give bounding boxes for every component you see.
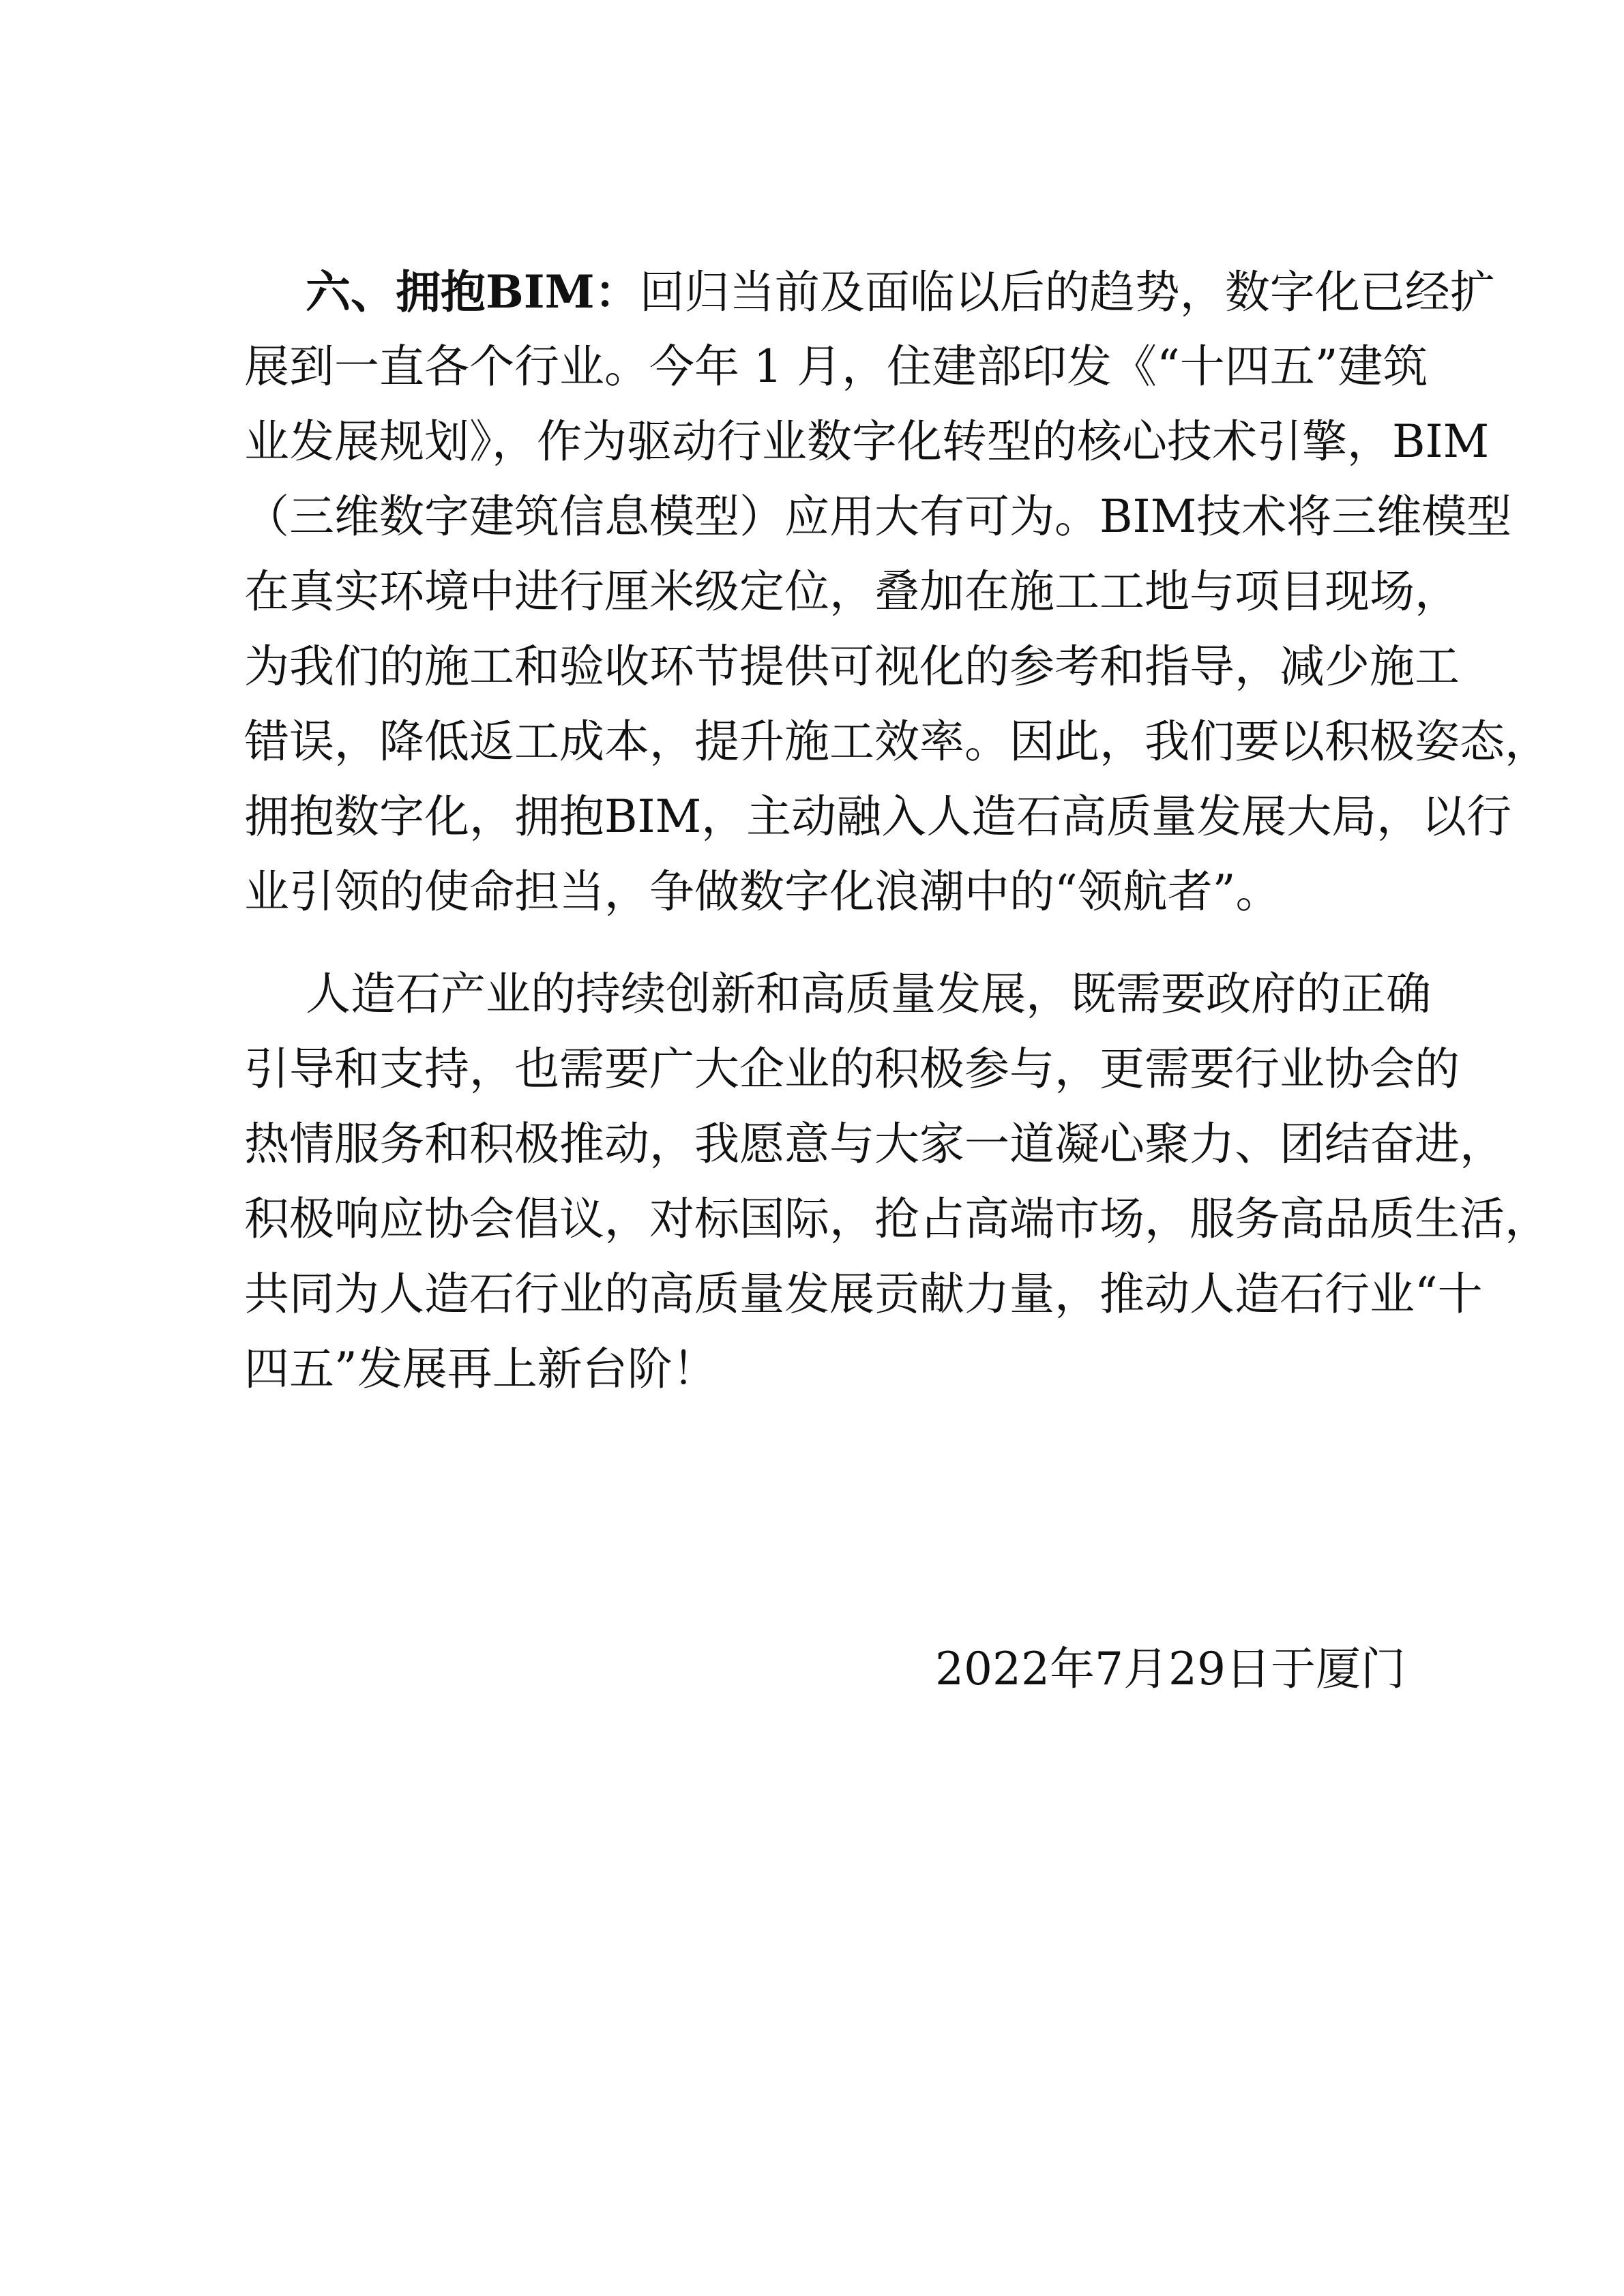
section-heading: 六、拥抱BIM： (306, 265, 640, 318)
paragraph-2-line-2: 引导和支持，也需要广大企业的积极参与，更需要行业协会的 (244, 1043, 1460, 1095)
paragraph-1-line-7: 错误，降低返工成本，提升施工效率。因此，我们要以积极姿态， (244, 715, 1550, 768)
paragraph-1-line-6: 为我们的施工和验收环节提供可视化的参考和指导，减少施工 (244, 640, 1460, 693)
signature-date-location: 2022年7月29日于厦门 (935, 1643, 1406, 1695)
paragraph-2-line-5: 共同为人造石行业的高质量发展贡献力量，推动人造石行业“十 (244, 1268, 1483, 1320)
paragraph-1-line-8: 拥抱数字化，拥抱BIM，主动融入人造石高质量发展大局，以行 (244, 790, 1512, 843)
paragraph-1-line-2: 展到一直各个行业。今年 1 月，住建部印发《“十四五”建筑 (244, 340, 1428, 393)
paragraph-2-line-6: 四五”发展再上新台阶！ (244, 1343, 718, 1395)
paragraph-1-line-1 (306, 265, 1495, 320)
paragraph-2-line-3: 热情服务和积极推动，我愿意与大家一道凝心聚力、团结奋进， (244, 1118, 1505, 1170)
paragraph-1-line-3: 业发展规划》，作为驱动行业数字化转型的核心技术引擎，BIM (244, 415, 1490, 468)
paragraph-1-line-9: 业引领的使命担当，争做数字化浪潮中的“领航者”。 (244, 865, 1281, 918)
paragraph-1-line-1-text: 回归当前及面临以后的趋势，数字化已经扩 (639, 266, 1495, 318)
paragraph-2-line-4: 积极响应协会倡议，对标国际，抢占高端市场，服务高品质生活， (244, 1193, 1550, 1245)
paragraph-2-line-1: 人造石产业的持续创新和高质量发展，既需要政府的正确 (306, 968, 1431, 1020)
paragraph-1-line-4: （三维数字建筑信息模型）应用大有可为。BIM技术将三维模型 (244, 490, 1512, 543)
paragraph-1-line-5: 在真实环境中进行厘米级定位，叠加在施工工地与项目现场， (244, 565, 1460, 618)
